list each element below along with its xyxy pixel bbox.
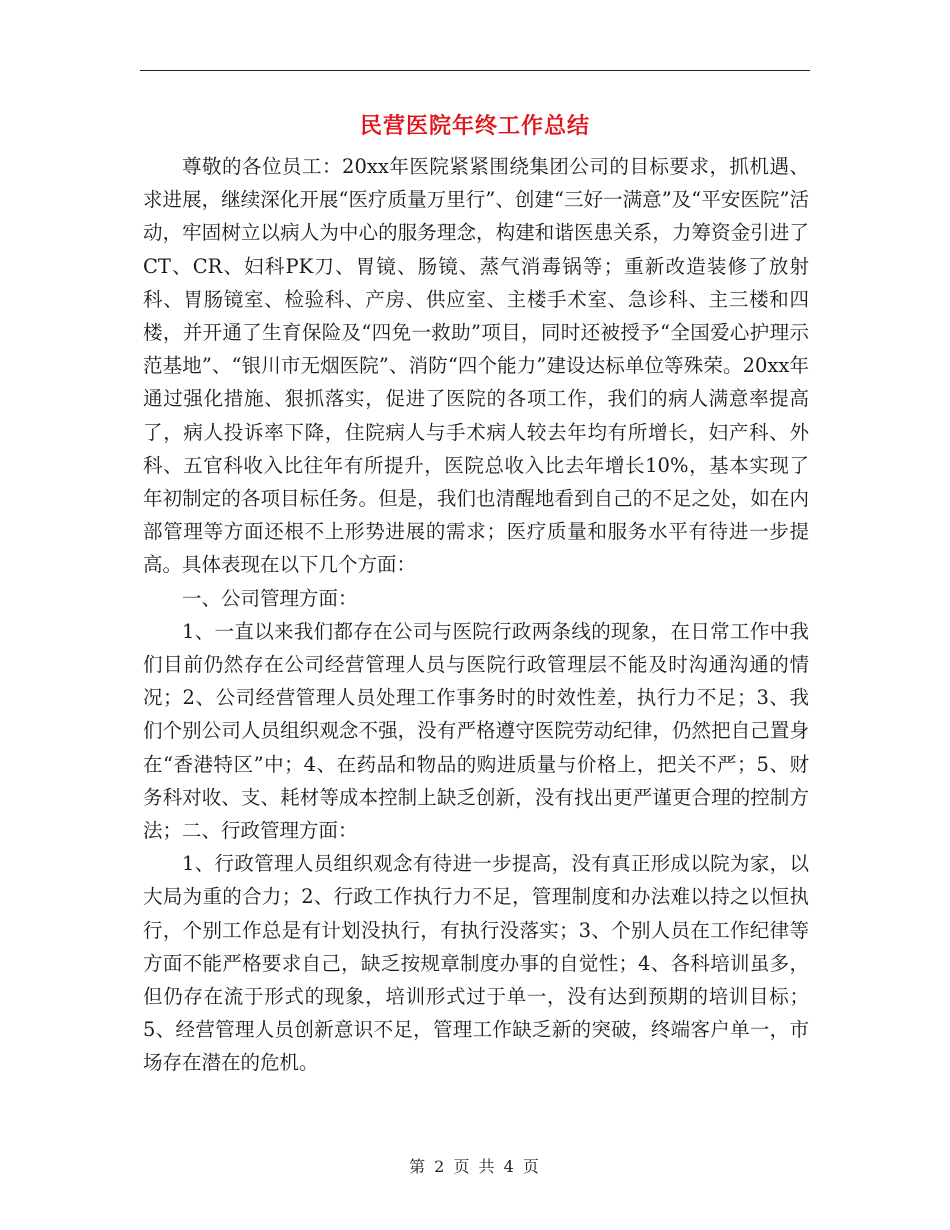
page-number-label: 第 2 页 共 4 页 [409,1157,541,1176]
document-body [143,150,809,1080]
header-rule [140,70,810,71]
document-title: 民营医院年终工作总结 [359,113,590,139]
page-footer [0,1157,950,1177]
paragraph-intro: 尊敬的各位员工：20xx年医院紧紧围绕集团公司的目标要求，抓机遇、求进展，继续深化开展“医疗质量万里行”、创建“三好一满意”及“平安医院”活动，牢固树立以病人为中心的服务理念，构建和谐医患关系，力筹资金引进了CT、CR、妇科PK刀、胃镜、肠镜、蒸气消毒锅等；重新改造装修了放射科、胃肠镜室、检验科、产房、供应室、主楼手术室、急诊科、主三楼和四楼，并开通了生育保险及“四免一救助”项目，同时还被授予“全国爱心护理示范基地”、“银川市无烟医院”、消防“四个能力”建设达标单位等殊荣。20xx年通过强化措施、狠抓落实，促进了医院的各项工作，我们的病人满意率提高了，病人投诉率下降，住院病人与手术病人较去年均有所增长，妇产科、外科、五官科收入比往年有所提升，医院总收入比去年增长10%，基本实现了年初制定的各项目标任务。但是，我们也清醒地看到自己的不足之处，如在内部管理等方面还根不上形势进展的需求；医疗质量和服务水平有待进一步提高。具体表现在以下几个方面： [143,155,809,577]
section-heading-company-management: 一、公司管理方面： [182,586,358,610]
paragraph-admin-management: 1、行政管理人员组织观念有待进一步提高，没有真正形成以院为家，以大局为重的合力；2、行政工作执行力不足，管理制度和办法难以持之以恒执行，个别工作总是有计划没执行，有执行没落实；3、个别人员在工作纪律等方面不能严格要求自己，缺乏按规章制度办事的自觉性；4、各科培训虽多，但仍存在流于形式的现象，培训形式过于单一，没有达到预期的培训目标；5、经营管理人员创新意识不足，管理工作缺乏新的突破，终端客户单一，市场存在潜在的危机。 [143,852,809,1075]
paragraph-company-management: 1、一直以来我们都存在公司与医院行政两条线的现象，在日常工作中我们目前仍然存在公司经营管理人员与医院行政管理层不能及时沟通沟通的情况；2、公司经营管理人员处理工作事务时的时效性差，执行力不足；3、我们个别公司人员组织观念不强，没有严格遵守医院劳动纪律，仍然把自己置身在“香港特区”中；4、在药品和物品的购进质量与价格上，把关不严；5、财务科对收、支、耗材等成本控制上缺乏创新，没有找出更严谨更合理的控制方法；二、行政管理方面： [143,619,809,843]
